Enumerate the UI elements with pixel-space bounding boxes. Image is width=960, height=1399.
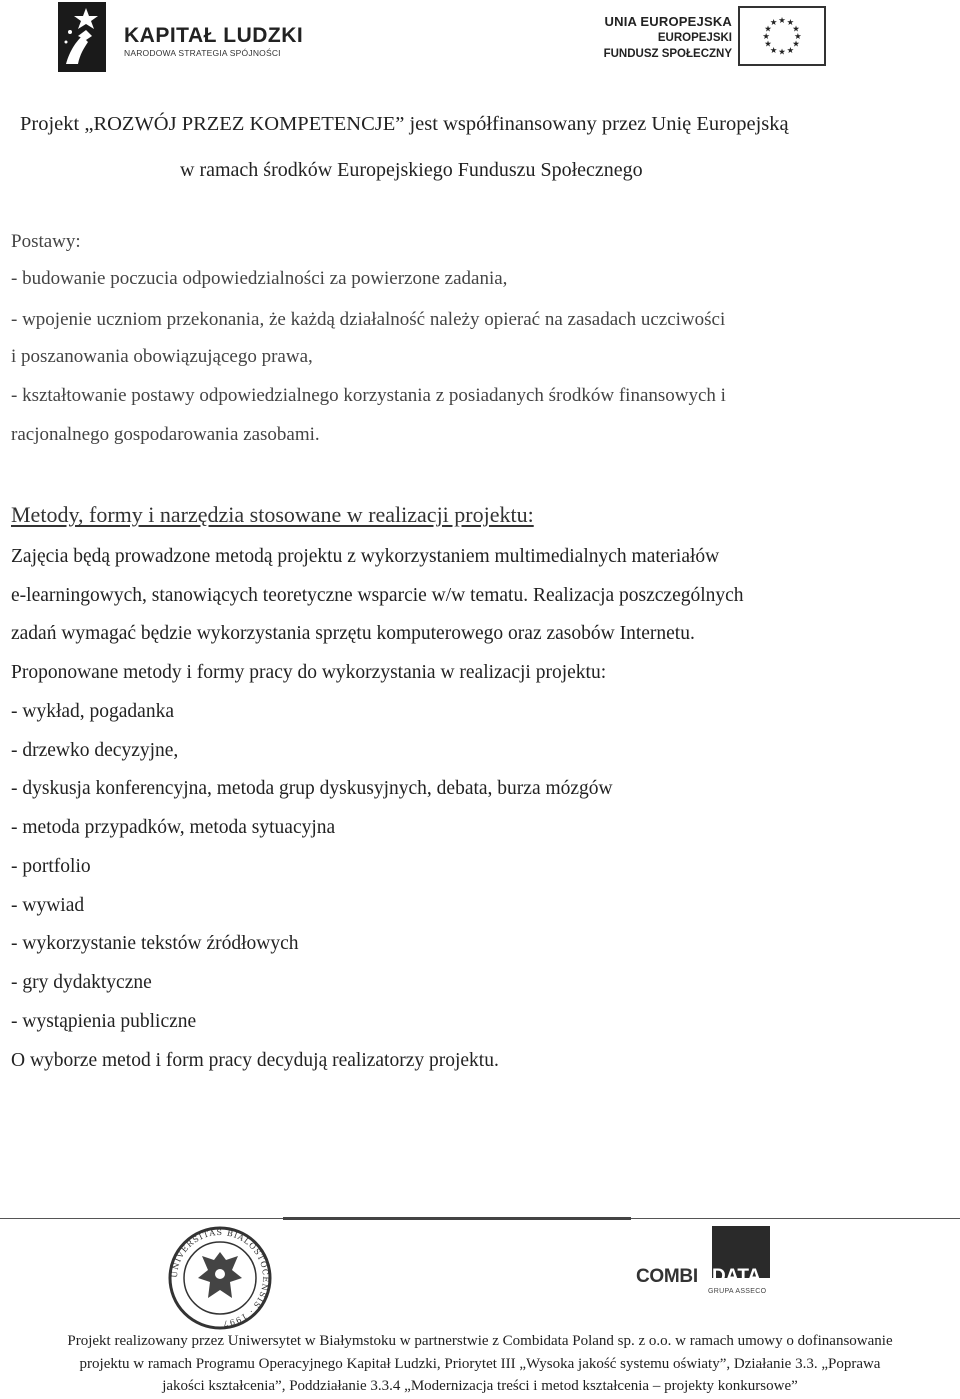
attitudes-line: racjonalnego gospodarowania zasobami. (11, 424, 320, 445)
attitudes-line: - kształtowanie postawy odpowiedzialnego korzystania z posiadanych środków finansowych i (11, 385, 726, 406)
attitudes-line: - wpojenie uczniom przekonania, że każdą działalność należy opierać na zasadach uczciwości (11, 309, 726, 330)
kapital-ludzki-logo (58, 2, 304, 74)
combidata-subtitle: GRUPA ASSECO (708, 1288, 767, 1295)
methods-closing-line: O wyborze metod i form pracy decydują realizatorzy projektu. (11, 1050, 499, 1071)
methods-list-item: - dyskusja konferencyjna, metoda grup dyskusyjnych, debata, burza mózgów (11, 778, 613, 799)
svg-text:★: ★ (764, 23, 772, 34)
footer-line: Projekt realizowany przez Uniwersytet w Białymstoku w partnerstwie z Combidata Poland sp. z o.o. w ramach umowy o dofinansowanie (67, 1333, 893, 1349)
svg-text:★: ★ (794, 30, 802, 41)
methods-list-item: - gry dydaktyczne (11, 972, 152, 993)
footer-line: projektu w ramach Programu Operacyjnego Kapitał Ludzki, Priorytet III „Wysoka jakość systemu oświaty”, Działanie 3.3. „Poprawa (79, 1356, 881, 1372)
eu-logo-line2: EUROPEJSKI (657, 32, 732, 44)
seal-text: UNIVERSITAS BIALOSTOCENSIS · 1997 (169, 1227, 271, 1329)
eu-logo (600, 6, 830, 70)
methods-list-item: - wykorzystanie tekstów źródłowych (11, 933, 299, 954)
methods-line: zadań wymagać będzie wykorzystania sprzętu komputerowego oraz zasobów Internetu. (11, 623, 695, 644)
methods-list-item: - metoda przypadków, metoda sytuacyjna (11, 817, 336, 838)
footer-line: jakości kształcenia”, Poddziałanie 3.3.4 „Modernizacja treści i metod kształcenia – projekty konkursowe” (162, 1378, 798, 1394)
methods-list-item: - wywiad (11, 895, 85, 916)
eu-logo-text (604, 14, 732, 62)
methods-list-item: - wykład, pogadanka (11, 701, 174, 722)
methods-line: e-learningowych, stanowiących teoretyczne wsparcie w/w tematu. Realizacja poszczególnych (11, 585, 744, 606)
methods-list-item: - wystąpienia publiczne (11, 1011, 197, 1032)
methods-heading: Metody, formy i narzędzia stosowane w realizacji projektu: (11, 502, 534, 527)
svg-text:★: ★ (769, 44, 778, 55)
eu-logo-line3: FUNDUSZ SPOŁECZNY (603, 48, 732, 60)
methods-list-item: - portfolio (11, 856, 91, 877)
svg-text:★: ★ (792, 38, 800, 49)
attitudes-heading: Postawy: (11, 231, 81, 252)
svg-text:★: ★ (786, 16, 795, 27)
project-title-line1: Projekt „ROZWÓJ PRZEZ KOMPETENCJE” jest współfinansowany przez Unię Europejską (20, 113, 789, 135)
kapital-ludzki-emblem-icon (58, 2, 106, 72)
combidata-word-combi: COMBI (636, 1266, 698, 1287)
svg-text:★: ★ (786, 44, 795, 55)
methods-list-item: - drzewko decyzyjne, (11, 740, 179, 761)
svg-text:★: ★ (769, 16, 778, 27)
combidata-logo (636, 1226, 776, 1306)
kapital-ludzki-name: KAPITAŁ LUDZKI (124, 24, 304, 47)
svg-text:★: ★ (778, 14, 786, 25)
methods-line: Zajęcia będą prowadzone metodą projektu z wykorzystaniem multimedialnych materiałów (11, 546, 720, 567)
university-seal-icon (168, 1226, 272, 1330)
svg-text:★: ★ (762, 30, 770, 41)
project-title-line2: w ramach środków Europejskiego Funduszu Społecznego (180, 159, 643, 181)
eu-flag-icon (738, 6, 826, 66)
attitudes-line: i poszanowania obowiązującego prawa, (11, 346, 313, 367)
attitudes-line: - budowanie poczucia odpowiedzialności za powierzone zadania, (11, 268, 508, 289)
combidata-word-data: DATA (712, 1266, 761, 1287)
svg-text:★: ★ (764, 38, 772, 49)
kapital-ludzki-subtitle: NARODOWA STRATEGIA SPÓJNOŚCI (124, 48, 281, 58)
svg-text:★: ★ (792, 23, 800, 34)
svg-text:★: ★ (778, 46, 786, 57)
methods-line: Proponowane metody i formy pracy do wykorzystania w realizacji projektu: (11, 662, 607, 683)
eu-logo-line1: UNIA EUROPEJSKA (604, 14, 732, 29)
footer-divider (0, 1217, 960, 1221)
